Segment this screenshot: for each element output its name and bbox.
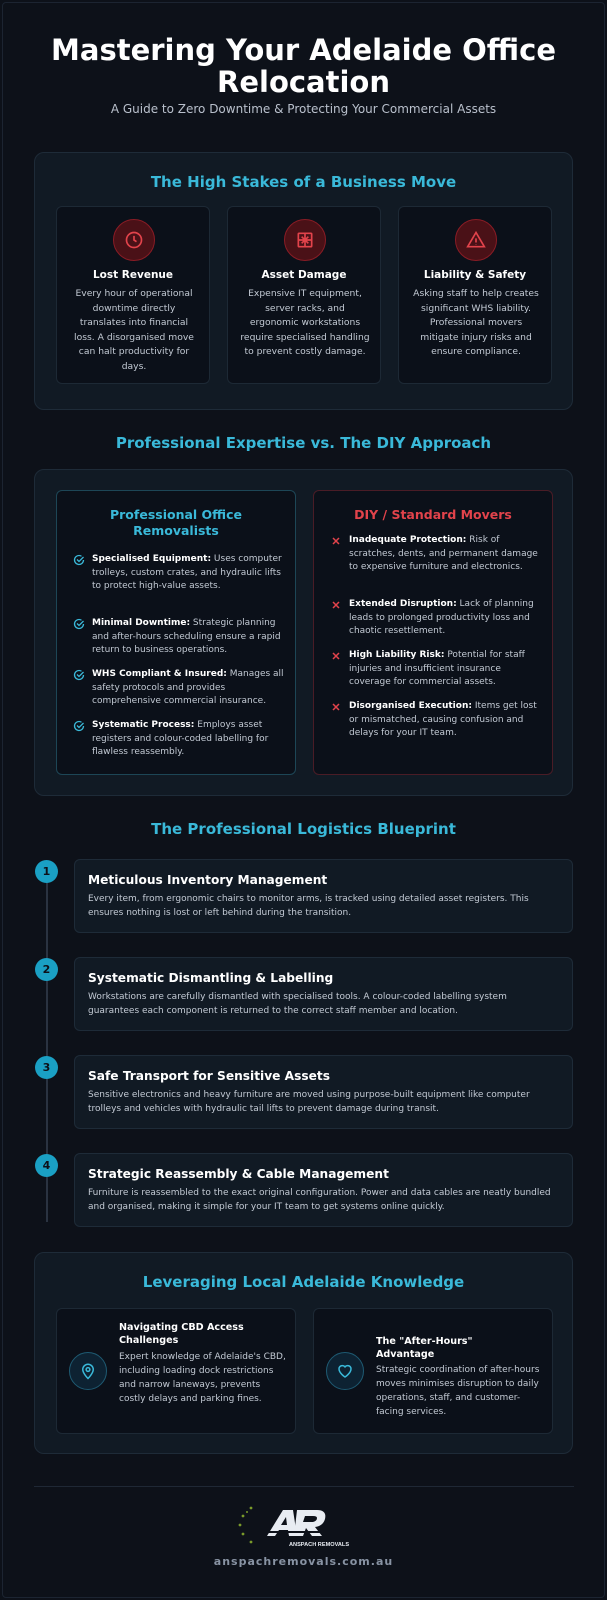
stake-text: Expensive IT equipment, server racks, and ergonomic workstations require specialised handling to prevent costly damage. [240, 288, 370, 358]
step-number: 4 [35, 1154, 58, 1177]
footer-divider [34, 1486, 574, 1487]
comparison-heading: Professional Expertise vs. The DIY Approach [115, 434, 492, 452]
cross-icon [330, 650, 342, 662]
stake-title: Liability & Safety [423, 269, 527, 281]
check-circle-icon [73, 554, 85, 566]
local-text: Expert knowledge of Adelaide's CBD, including loading dock restrictions and narrow laneways, prevents costly delays and parking fines. [119, 1352, 286, 1404]
pro-item: WHS Compliant & Insured: Manages all safety protocols and provides comprehensive commercial insurance. [73, 668, 285, 709]
step-card [74, 957, 573, 1031]
stake-card-lost-revenue [56, 206, 210, 384]
local-text: Strategic coordination of after-hours moves minimises disruption to daily operations, staff, and customer-facing services. [376, 1365, 540, 1417]
cross-icon [330, 535, 342, 547]
cross-icon [330, 599, 342, 611]
stake-title: Lost Revenue [92, 269, 174, 281]
stake-title: Asset Damage [261, 269, 347, 281]
warning-icon [455, 219, 497, 261]
step-title: Systematic Dismantling & Labelling [88, 971, 334, 985]
svg-text:ANSPACH REMOVALS: ANSPACH REMOVALS [289, 1542, 350, 1548]
local-heading: Leveraging Local Adelaide Knowledge [142, 1273, 465, 1291]
cross-icon [330, 701, 342, 713]
step-card [74, 1153, 573, 1227]
anspach-logo [237, 1502, 371, 1550]
blueprint-heading: The Professional Logistics Blueprint [151, 820, 456, 838]
box-icon [284, 219, 326, 261]
check-circle-icon [73, 618, 85, 630]
step-text: Every item, from ergonomic chairs to monitor arms, is tracked using detailed asset registers. This ensures nothing is lost or left behind during the transition. [88, 894, 529, 919]
step-card [74, 1055, 573, 1129]
high-stakes-section [34, 152, 573, 410]
step-text: Furniture is reassembled to the exact original configuration. Power and data cables are neatly bundled and organised, making it simple for your IT team to get systems online quickly. [88, 1188, 551, 1213]
stake-text: Every hour of operational downtime directly translates into financial loss. A disorganised move can halt productivity for days. [74, 288, 194, 372]
diy-item: High Liability Risk: Potential for staff injuries and insufficient insurance coverage for commercial assets. [330, 649, 542, 690]
pro-item: Systematic Process: Employs asset registers and colour-coded labelling for flawless reassembly. [73, 719, 285, 760]
professional-heading: Professional Office Removalists [109, 507, 242, 538]
step-title: Meticulous Inventory Management [88, 873, 328, 887]
step-text: Workstations are carefully dismantled with specialised tools. A colour-coded labelling system guarantees each component is returned to the correct staff member and location. [88, 992, 507, 1017]
diy-item: Disorganised Execution: Items get lost or mismatched, causing confusion and delays for your IT team. [330, 700, 542, 741]
step-text: Sensitive electronics and heavy furniture are moved using purpose-built equipment like computer trolleys and vehicles with hydraulic tail lifts to prevent damage during transit. [88, 1090, 530, 1115]
local-title: The "After-Hours" Advantage [376, 1336, 473, 1361]
step-title: Strategic Reassembly & Cable Management [88, 1167, 389, 1181]
high-stakes-heading: The High Stakes of a Business Move [150, 173, 457, 191]
heart-icon [326, 1352, 364, 1390]
stake-card-liability-safety [398, 206, 552, 384]
page-title: Mastering Your Adelaide Office Relocation [51, 33, 556, 99]
step-number: 2 [35, 958, 58, 981]
pro-item: Minimal Downtime: Strategic planning and after-hours scheduling ensure a rapid return to business operations. [73, 617, 285, 658]
check-circle-icon [73, 669, 85, 681]
check-circle-icon [73, 720, 85, 732]
local-card-after-hours [313, 1308, 553, 1434]
stake-card-asset-damage [227, 206, 381, 384]
step-card [74, 859, 573, 933]
map-pin-icon [69, 1352, 107, 1390]
local-title: Navigating CBD Access Challenges [119, 1322, 244, 1347]
website-link[interactable]: anspachremovals.com.au [213, 1555, 394, 1568]
pro-item: Specialised Equipment: Uses computer trolleys, custom crates, and hydraulic lifts to protect high-value assets. [73, 553, 285, 594]
professional-column [56, 490, 296, 775]
stake-text: Asking staff to help creates significant WHS liability. Professional movers mitigate injury risks and ensure compliance. [413, 288, 539, 358]
comparison-section [34, 469, 573, 796]
diy-item: Extended Disruption: Lack of planning leads to prolonged productivity loss and chaotic resettlement. [330, 598, 542, 639]
step-number: 3 [35, 1056, 58, 1079]
local-knowledge-section [34, 1252, 573, 1454]
step-title: Safe Transport for Sensitive Assets [88, 1069, 330, 1083]
diy-heading: DIY / Standard Movers [354, 507, 512, 522]
page-subtitle: A Guide to Zero Downtime & Protecting Your Commercial Assets [110, 102, 497, 116]
clock-icon [113, 219, 155, 261]
diy-column [313, 490, 553, 775]
diy-item: Inadequate Protection: Risk of scratches, dents, and permanent damage to expensive furniture and electronics. [330, 534, 542, 575]
step-number: 1 [35, 860, 58, 883]
local-card-cbd [56, 1308, 296, 1434]
